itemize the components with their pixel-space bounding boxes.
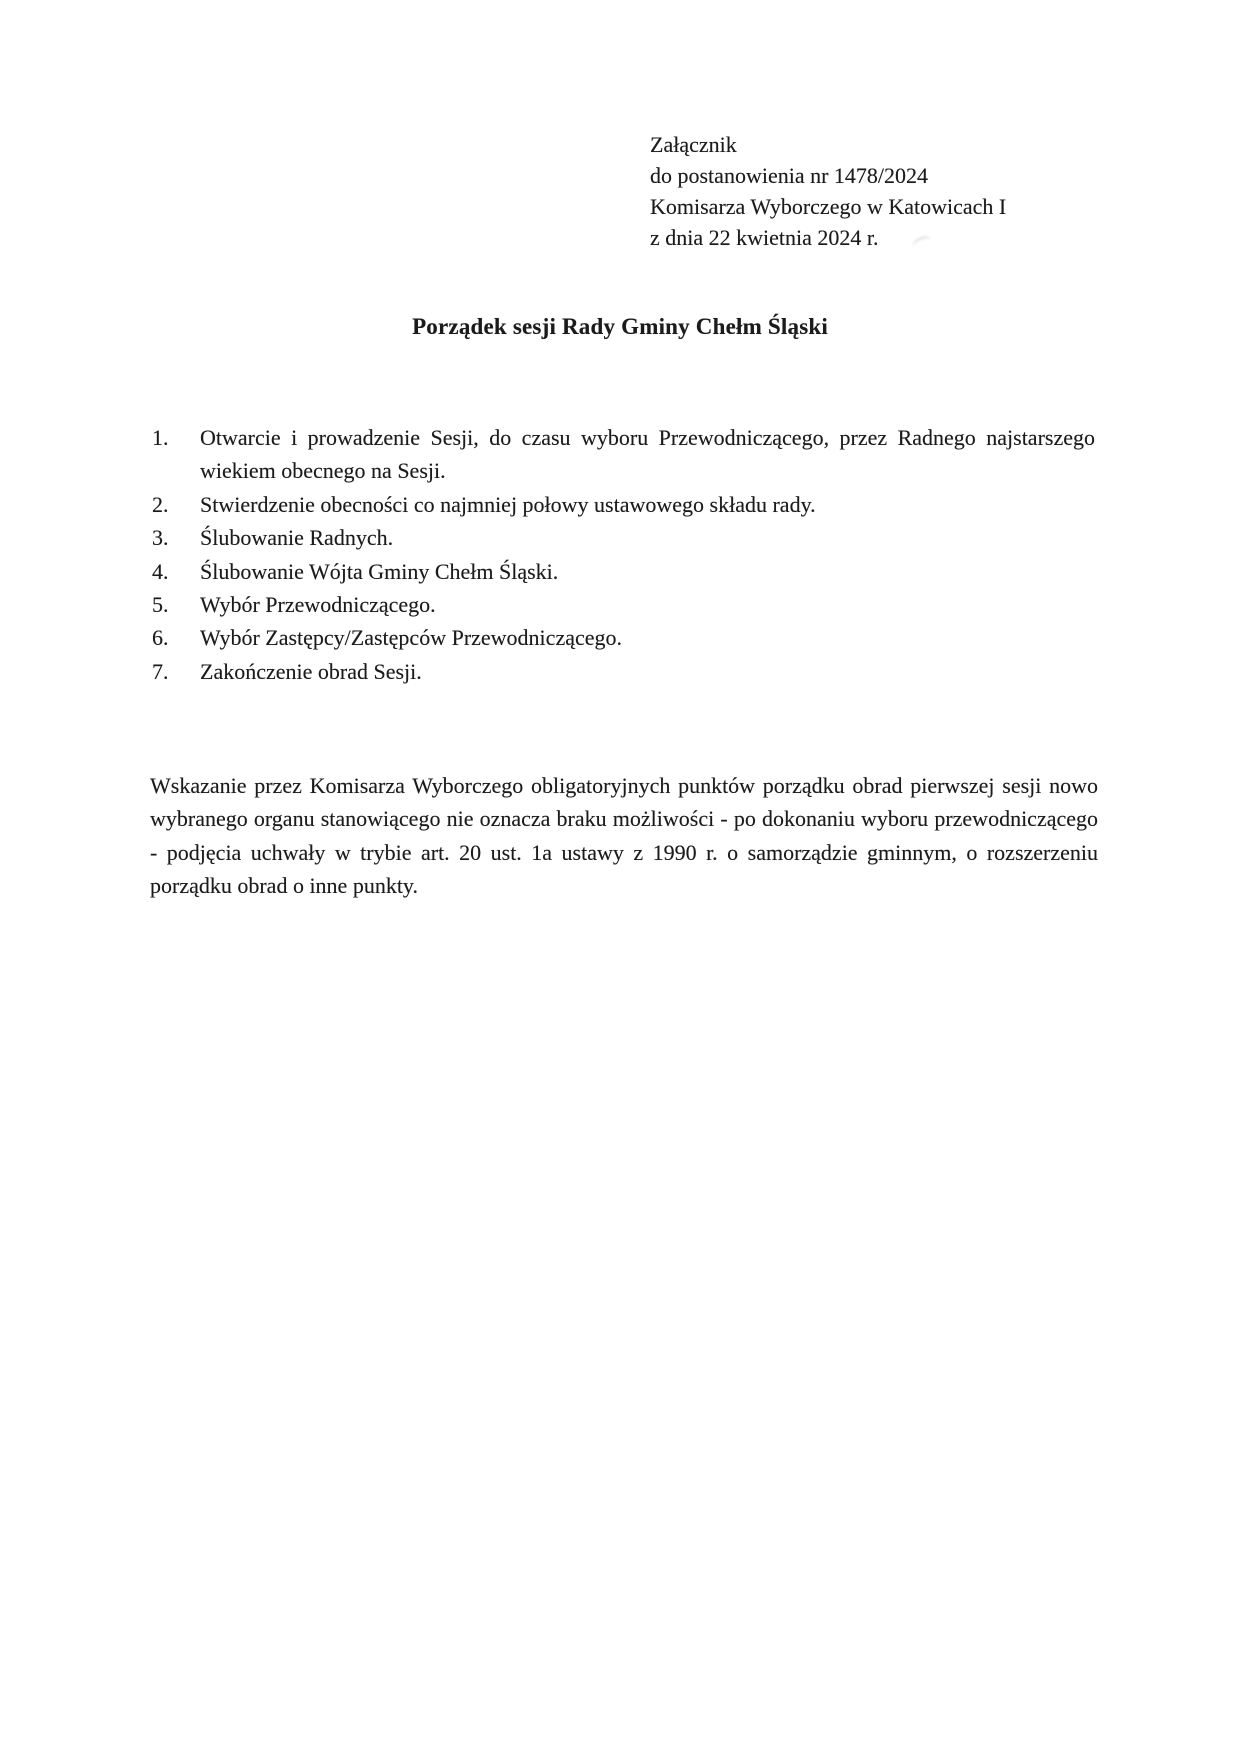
agenda-item-text: Wybór Zastępcy/Zastępców Przewodniczącego. bbox=[200, 625, 622, 651]
agenda-item-number: 7. bbox=[152, 658, 169, 684]
page-title: Porządek sesji Rady Gminy Chełm Śląski bbox=[412, 314, 828, 339]
agenda-item bbox=[150, 555, 1095, 588]
agenda-item-text: Wybór Przewodniczącego. bbox=[200, 592, 436, 618]
agenda-item-text: Otwarcie i prowadzenie Sesji, do czasu wyboru Przewodniczącego, przez Radnego najstarszego wiekiem obecnego na Sesji. bbox=[200, 425, 1095, 484]
agenda-item bbox=[150, 621, 1095, 654]
agenda-item bbox=[150, 521, 1095, 554]
agenda-item-number: 5. bbox=[152, 592, 169, 618]
commissioner-note-paragraph: Wskazanie przez Komisarza Wyborczego obligatoryjnych punktów porządku obrad pierwszej sesji nowo wybranego organu stanowiącego nie oznacza braku możliwości - po dokonaniu wyboru przewodniczącego - podjęcia uchwały w trybie art. 20 ust. 1a ustawy z 1990 r. o samorządzie gminnym, o rozszerzeniu porządku obrad o inne punkty. bbox=[150, 773, 1098, 899]
agenda-item-number: 6. bbox=[152, 625, 169, 651]
agenda-item-text: Ślubowanie Wójta Gminy Chełm Śląski. bbox=[200, 558, 559, 584]
attachment-reference-block bbox=[650, 129, 1006, 253]
agenda-item-text: Ślubowanie Radnych. bbox=[200, 525, 394, 551]
agenda-item bbox=[150, 421, 1095, 488]
agenda-item bbox=[150, 655, 1095, 688]
agenda-list bbox=[150, 421, 1095, 688]
attachment-reference-line: z dnia 22 kwietnia 2024 r. bbox=[650, 225, 879, 250]
attachment-reference-line: Załącznik bbox=[650, 132, 737, 157]
agenda-item-text: Stwierdzenie obecności co najmniej połowy ustawowego składu rady. bbox=[200, 491, 816, 517]
attachment-reference-line: Komisarza Wyborczego w Katowicach I bbox=[650, 194, 1007, 219]
agenda-item-text: Zakończenie obrad Sesji. bbox=[200, 658, 422, 684]
agenda-item-number: 1. bbox=[152, 425, 169, 450]
agenda-item bbox=[150, 488, 1095, 521]
agenda-item-number: 4. bbox=[152, 558, 169, 584]
agenda-item-number: 3. bbox=[152, 525, 169, 551]
attachment-reference-line: do postanowienia nr 1478/2024 bbox=[650, 163, 929, 188]
agenda-item-number: 2. bbox=[152, 491, 169, 517]
agenda-item bbox=[150, 588, 1095, 621]
